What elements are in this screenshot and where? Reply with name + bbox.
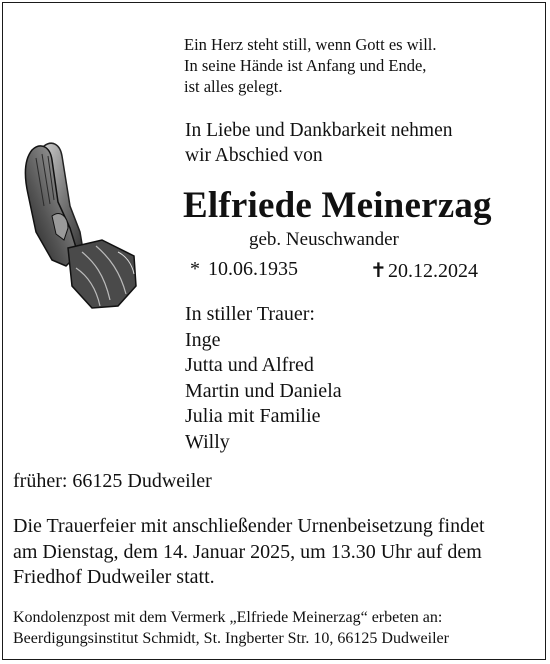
death-date-line: [370, 258, 478, 283]
poem-line: Ein Herz steht still, wenn Gott es will.: [184, 35, 437, 54]
mourners-heading: In stiller Trauer:: [185, 303, 315, 325]
praying-hands-icon: [22, 136, 140, 314]
condolence-line: Kondolenzpost mit dem Vermerk „Elfriede Meinerzag“ erbeten an:: [13, 609, 443, 626]
intro-line: In Liebe und Dankbarkeit nehmen: [185, 120, 453, 141]
condolence-info: [13, 608, 449, 649]
service-line: Friedhof Dudweiler statt.: [13, 566, 215, 588]
poem-line: In seine Hände ist Anfang und Ende,: [184, 56, 427, 75]
mourners-list: [185, 302, 342, 455]
maiden-name: geb. Neuschwander: [249, 229, 399, 250]
mourner-name: Julia mit Familie: [185, 405, 321, 427]
mourner-name: Willy: [185, 430, 230, 453]
funeral-service-info: [13, 514, 543, 591]
condolence-line: Beerdigungsinstitut Schmidt, St. Ingberter Str. 10, 66125 Dudweiler: [13, 629, 449, 647]
service-line: Die Trauerfeier mit anschließender Urnenbeisetzung findet: [13, 515, 485, 537]
service-line: am Dienstag, dem 14. Januar 2025, um 13.30 Uhr auf dem: [13, 540, 482, 563]
mourner-name: Martin und Daniela: [185, 379, 342, 402]
death-date: 20.12.2024: [388, 260, 478, 282]
birth-date: 10.06.1935: [208, 258, 298, 280]
birth-date-line: [190, 258, 298, 281]
intro-text: [185, 118, 453, 168]
poem-line: ist alles gelegt.: [184, 77, 283, 96]
former-residence: früher: 66125 Dudweiler: [13, 470, 212, 492]
poem: [184, 34, 437, 97]
intro-line: wir Abschied von: [185, 145, 323, 166]
mourner-name: Inge: [185, 328, 221, 351]
birth-star-icon: *: [190, 258, 200, 280]
death-cross-icon: ✝: [370, 260, 387, 282]
mourner-name: Jutta und Alfred: [185, 354, 314, 376]
deceased-name: Elfriede Meinerzag: [183, 185, 492, 226]
